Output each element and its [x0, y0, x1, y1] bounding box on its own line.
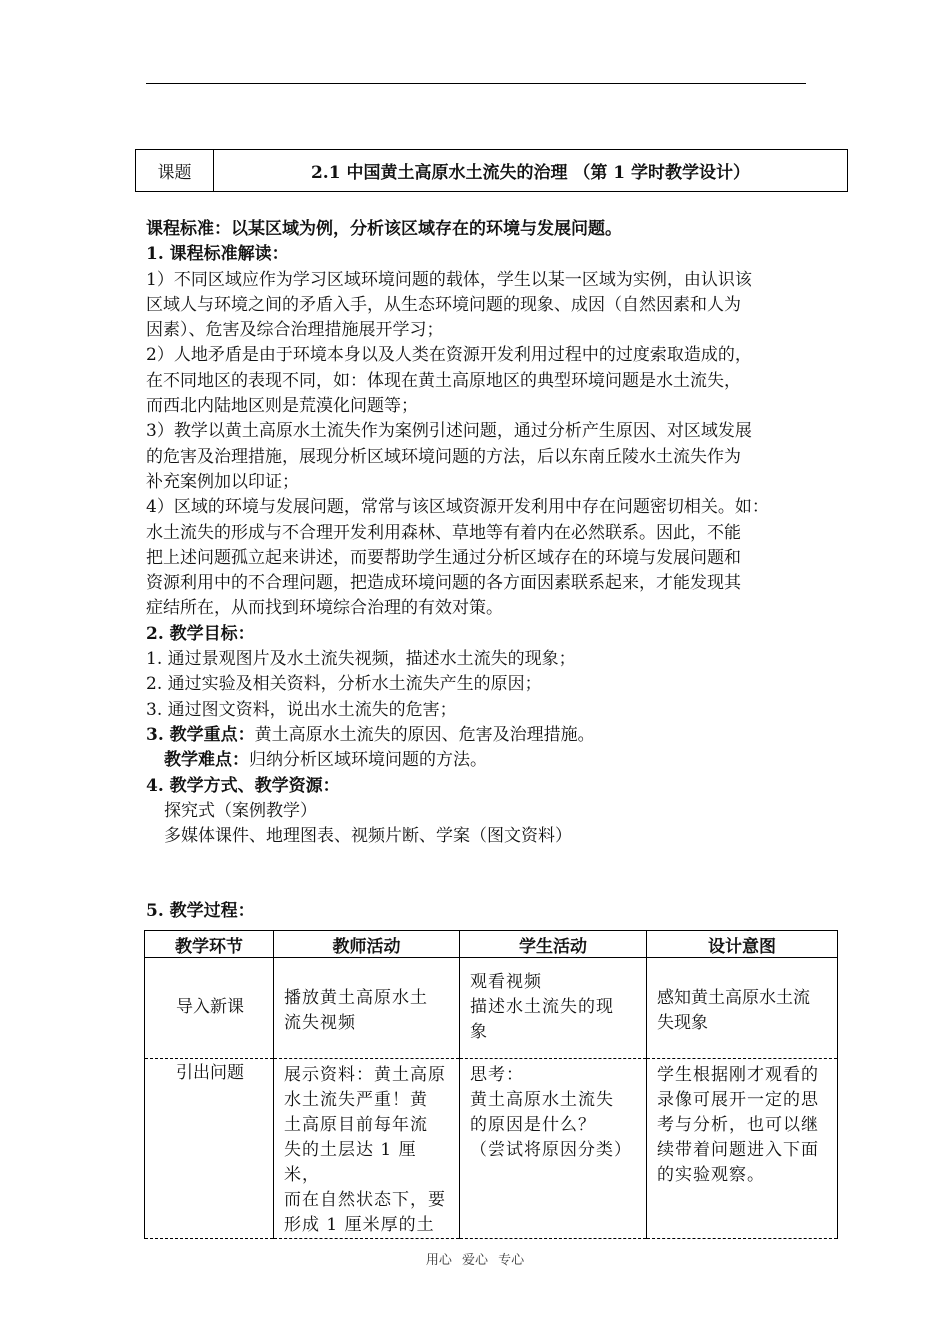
table-row — [145, 958, 838, 1059]
text-line: 因素）、危害及综合治理措施展开学习； — [146, 320, 444, 341]
process-table — [144, 930, 838, 1239]
key-text: 黄土高原水土流失的原因、危害及治理措施。 — [254, 724, 595, 745]
text-line: 4）区域的环境与发展问题，常常与该区域资源开发利用中存在问题密切相关。如： — [146, 497, 769, 518]
text-line: 3）教学以黄土高原水土流失作为案例引述问题，通过分析产生原因、对区域发展 — [146, 421, 752, 442]
goal-item: 3. 通过图文资料，说出水土流失的危害； — [146, 699, 457, 720]
difficulty-text: 归纳分析区域环境问题的方法。 — [249, 750, 487, 771]
section-methods: 4. 教学方式、教学资源： — [146, 775, 340, 796]
stage-cell: 导入新课 — [176, 997, 244, 1017]
text-line: 症结所在，从而找到环境综合治理的有效对策。 — [146, 598, 503, 619]
teacher-cell: 播放黄土高原水土 流失视频 — [284, 988, 428, 1033]
header-intent: 设计意图 — [647, 931, 838, 958]
text-line: 把上述问题孤立起来讲述，而要帮助学生通过分析区域存在的环境与发展问题和 — [146, 547, 741, 568]
text-line: 水土流失的形成与不合理开发利用森林、草地等有着内在必然联系。因此，不能 — [146, 522, 741, 543]
text-line: 资源利用中的不合理问题，把造成环境问题的各方面因素联系起来，才能发现其 — [146, 573, 741, 594]
text-line: 的危害及治理措施，展现分析区域环境问题的方法，后以东南丘陵水土流失作为 — [146, 446, 741, 467]
difficulty — [146, 748, 826, 773]
text-line: 1）不同区域应作为学习区域环境问题的载体，学生以某一区域为实例，由认识该 — [146, 269, 752, 290]
key-points — [146, 723, 826, 748]
header-stage: 教学环节 — [145, 931, 274, 958]
section-standard-interpretation: 1. 课程标准解读： — [146, 244, 289, 265]
section-goals: 2. 教学目标： — [146, 623, 255, 644]
header-rule — [146, 83, 806, 84]
goal-item: 1. 通过景观图片及水土流失视频，描述水土流失的现象； — [146, 649, 576, 670]
resource-line: 多媒体课件、地理图表、视频片断、学案（图文资料） — [164, 826, 572, 847]
table-header-row — [145, 931, 838, 958]
text-line: 在不同地区的表现不同，如：体现在黄土高原地区的典型环境问题是水土流失， — [146, 370, 741, 391]
curriculum-standard: 课程标准：以某区域为例，分析该区域存在的环境与发展问题。 — [146, 219, 622, 239]
intent-cell: 学生根据刚才观看的 录像可展开一定的思 考与分析，也可以继 续带着问题进入下面 的实验观察。 — [657, 1065, 819, 1185]
title-label: 课题 — [136, 150, 214, 191]
intent-cell: 感知黄土高原水土流 失现象 — [657, 988, 810, 1033]
key-label: 3. 教学重点： — [146, 724, 255, 745]
goal-item: 2. 通过实验及相关资料，分析水土流失产生的原因； — [146, 674, 542, 695]
text-line: 区域人与环境之间的矛盾入手，从生态环境问题的现象、成因（自然因素和人为 — [146, 294, 741, 315]
text-line: 而西北内陆地区则是荒漠化问题等； — [146, 396, 418, 417]
method-line: 探究式（案例教学） — [164, 800, 317, 821]
text-line: 补充案例加以印证； — [146, 471, 299, 492]
page-footer: 用心 爱心 专心 — [425, 1253, 525, 1268]
student-cell: 观看视频 描述水土流失的现 象 — [470, 972, 614, 1042]
teacher-cell: 展示资料：黄土高原 水土流失严重！黄 土高原目前每年流 失的土层达 1 厘米， 而在自然状态下，要 形成 1 厘米厚的土 — [284, 1065, 446, 1235]
title-table — [135, 149, 848, 192]
header-student: 学生活动 — [460, 931, 647, 958]
student-cell: 思考： 黄土高原水土流失 的原因是什么？ （尝试将原因分类） — [470, 1065, 632, 1160]
difficulty-label: 教学难点： — [164, 750, 249, 771]
header-teacher: 教师活动 — [274, 931, 460, 958]
text-line: 2）人地矛盾是由于环境本身以及人类在资源开发利用过程中的过度索取造成的， — [146, 345, 752, 366]
lesson-content — [146, 217, 826, 925]
stage-cell: 引出问题 — [176, 1063, 244, 1083]
lesson-title: 2.1 中国黄土高原水土流失的治理 （第 1 学时教学设计） — [310, 163, 751, 183]
section-process: 5. 教学过程： — [146, 901, 255, 922]
table-row — [145, 1059, 838, 1239]
